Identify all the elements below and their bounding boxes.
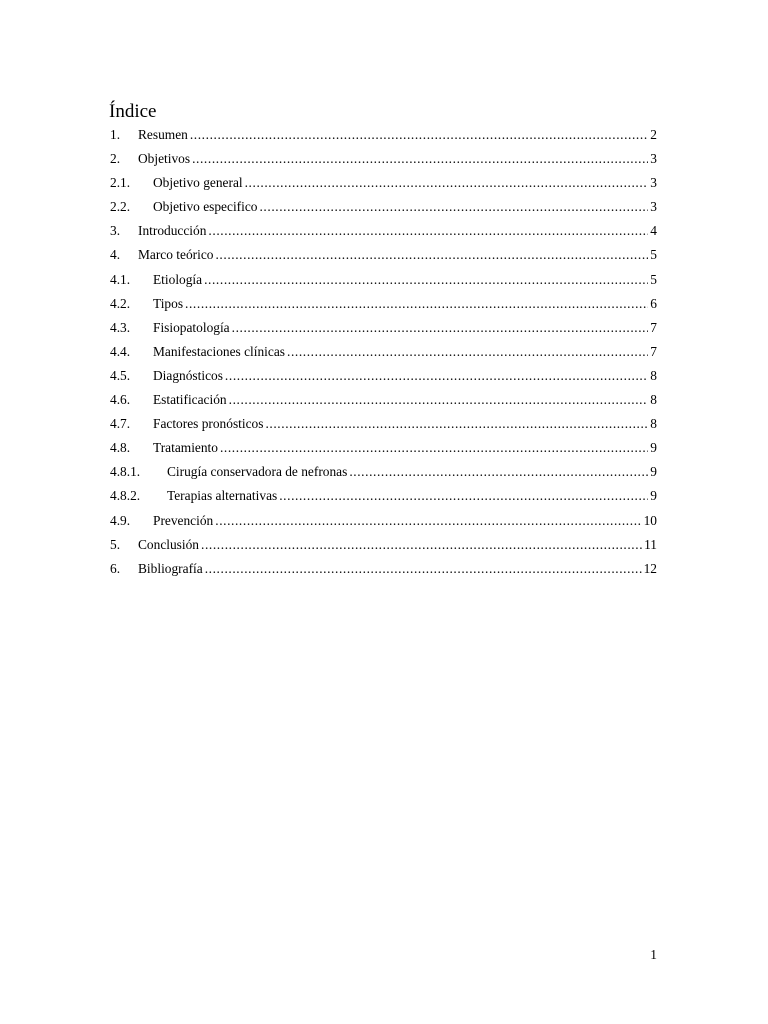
toc-entry-page: 7 xyxy=(650,343,657,359)
toc-entry-page: 8 xyxy=(650,392,657,408)
toc-entry[interactable] xyxy=(110,219,657,243)
toc-dot-leader xyxy=(205,557,642,581)
toc-entry[interactable] xyxy=(110,460,657,484)
toc-dot-leader xyxy=(192,147,648,171)
toc-entry-page: 3 xyxy=(650,151,657,167)
toc-entry-page: 10 xyxy=(643,512,657,528)
toc-entry-title: Tratamiento xyxy=(153,440,218,456)
toc-entry-number: 4.9. xyxy=(110,512,131,528)
toc-entry-number: 6. xyxy=(110,560,121,576)
toc-entry-page: 4 xyxy=(650,223,657,239)
toc-list xyxy=(110,123,657,581)
toc-entry-number: 1. xyxy=(110,127,121,142)
toc-dot-leader xyxy=(204,268,648,292)
toc-entry-number: 4.8. xyxy=(110,440,131,456)
toc-entry[interactable] xyxy=(110,340,657,364)
toc-entry[interactable] xyxy=(110,436,657,460)
toc-entry[interactable] xyxy=(110,316,657,340)
toc-entry-number: 2.2. xyxy=(110,199,131,215)
toc-entry-title: Marco teórico xyxy=(138,247,214,263)
toc-entry-number: 4.6. xyxy=(110,392,131,408)
toc-dot-leader xyxy=(287,340,648,364)
toc-dot-leader xyxy=(232,316,649,340)
toc-entry-title: Objetivo especifico xyxy=(153,199,258,215)
toc-entry-number: 4.5. xyxy=(110,367,131,383)
toc-entry-page: 9 xyxy=(650,488,657,504)
toc-entry-number: 4.2. xyxy=(110,295,131,311)
toc-entry-number: 2. xyxy=(110,151,121,167)
toc-entry-number: 4. xyxy=(110,247,121,263)
toc-entry-title: Objetivo general xyxy=(153,175,243,191)
toc-entry-title: Introducción xyxy=(138,223,207,239)
toc-entry-page: 9 xyxy=(650,464,657,480)
toc-entry[interactable] xyxy=(110,412,657,436)
toc-entry[interactable] xyxy=(110,364,657,388)
toc-entry-title: Manifestaciones clínicas xyxy=(153,343,285,359)
toc-dot-leader xyxy=(190,123,648,147)
toc-dot-leader xyxy=(215,509,641,533)
toc-entry[interactable] xyxy=(110,195,657,219)
toc-entry-title: Resumen xyxy=(138,127,188,142)
toc-entry-number: 4.7. xyxy=(110,416,131,432)
toc-entry-number: 5. xyxy=(110,536,121,552)
toc-entry-title: Bibliografía xyxy=(138,560,203,576)
toc-dot-leader xyxy=(215,243,648,267)
toc-dot-leader xyxy=(201,533,642,557)
toc-entry[interactable] xyxy=(110,509,657,533)
toc-entry-page: 5 xyxy=(650,271,657,287)
toc-entry[interactable] xyxy=(110,484,657,508)
toc-entry[interactable] xyxy=(110,268,657,292)
toc-entry-title: Prevención xyxy=(153,512,214,528)
toc-entry[interactable] xyxy=(110,243,657,267)
toc-entry-title: Estatificación xyxy=(153,392,227,408)
toc-entry-title: Diagnósticos xyxy=(153,367,223,383)
toc-entry-page: 3 xyxy=(650,199,657,215)
toc-entry-title: Conclusión xyxy=(138,536,200,552)
toc-entry-page: 6 xyxy=(650,295,657,311)
toc-dot-leader xyxy=(265,412,648,436)
toc-entry-title: Objetivos xyxy=(138,151,191,167)
toc-entry-page: 11 xyxy=(644,536,657,552)
toc-entry-title: Fisiopatología xyxy=(153,319,230,335)
page-number: 1 xyxy=(650,947,657,962)
toc-entry[interactable] xyxy=(110,123,657,147)
toc-entry-page: 5 xyxy=(650,247,657,263)
toc-entry-number: 4.3. xyxy=(110,319,131,335)
toc-entry[interactable] xyxy=(110,147,657,171)
toc-entry-number: 3. xyxy=(110,223,121,239)
toc-entry[interactable] xyxy=(110,533,657,557)
toc-title: Índice xyxy=(109,101,157,122)
toc-entry-title: Cirugía conservadora de nefronas xyxy=(167,464,348,480)
toc-entry-number: 4.8.2. xyxy=(110,488,141,504)
toc-entry-page: 8 xyxy=(650,367,657,383)
toc-dot-leader xyxy=(349,460,648,484)
toc-entry[interactable] xyxy=(110,171,657,195)
toc-entry-title: Tipos xyxy=(153,295,184,311)
toc-dot-leader xyxy=(185,292,648,316)
toc-entry-number: 4.8.1. xyxy=(110,464,141,480)
toc-entry[interactable] xyxy=(110,388,657,412)
toc-entry[interactable] xyxy=(110,292,657,316)
toc-entry-title: Factores pronósticos xyxy=(153,416,264,432)
toc-entry-number: 4.1. xyxy=(110,271,131,287)
toc-entry-page: 9 xyxy=(650,440,657,456)
toc-entry-page: 8 xyxy=(650,416,657,432)
toc-entry-title: Etiología xyxy=(153,271,203,287)
toc-dot-leader xyxy=(279,484,648,508)
toc-entry-number: 4.4. xyxy=(110,343,131,359)
toc-dot-leader xyxy=(245,171,649,195)
toc-entry[interactable] xyxy=(110,557,657,581)
toc-entry-page: 3 xyxy=(650,175,657,191)
toc-dot-leader xyxy=(259,195,648,219)
toc-entry-page: 12 xyxy=(643,560,657,576)
toc-dot-leader xyxy=(220,436,648,460)
toc-dot-leader xyxy=(225,364,648,388)
toc-entry-page: 2 xyxy=(650,127,657,142)
toc-entry-number: 2.1. xyxy=(110,175,131,191)
toc-entry-title: Terapias alternativas xyxy=(167,488,278,504)
toc-dot-leader xyxy=(208,219,648,243)
toc-entry-page: 7 xyxy=(650,319,657,335)
toc-dot-leader xyxy=(229,388,649,412)
